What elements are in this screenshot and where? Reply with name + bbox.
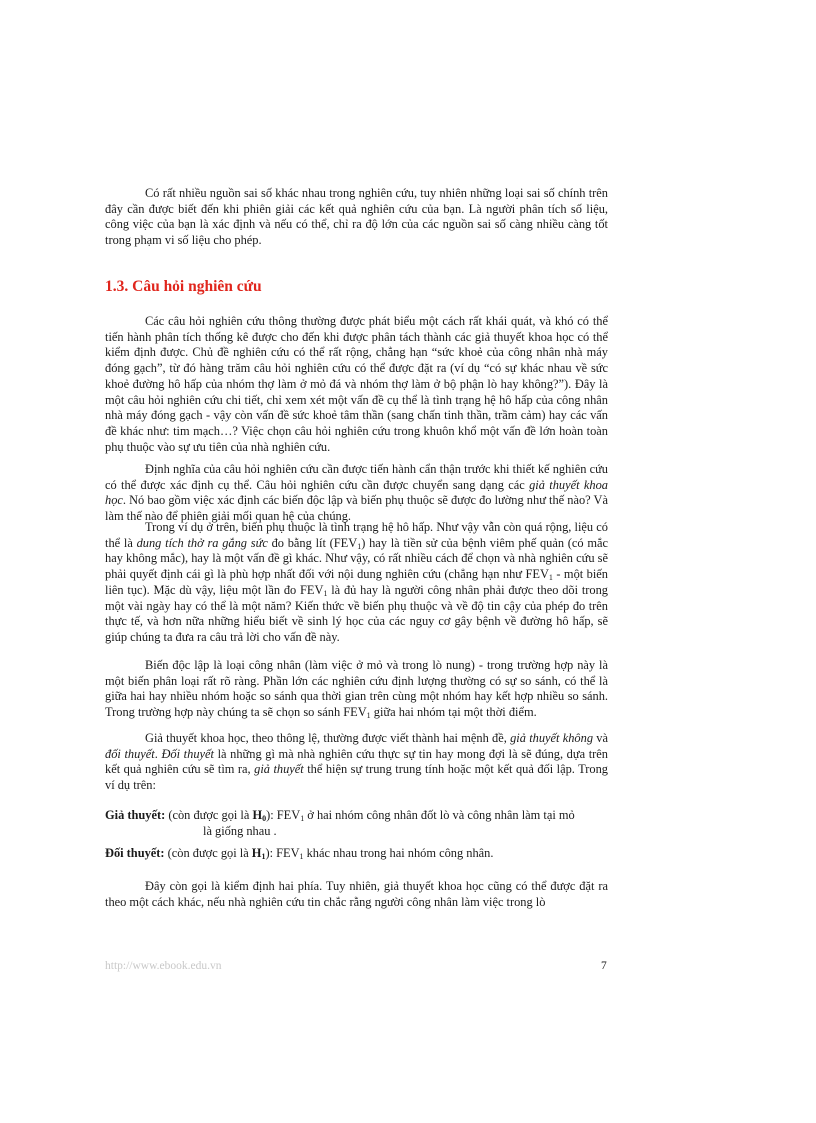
paragraph-hypothesis: Giả thuyết khoa học, theo thông lệ, thường được viết thành hai mệnh đề, giả thuyết không và đối thuyết. Đối thuyết là những gì mà nhà nghiên cứu thực sự tin hay mong đợi là sẽ đúng, dựa trên kết quả nghiên cứu sẽ tìm ra, giả thuyết thể hiện sự trung trung tính hoặc một kết quả đối lập. Trong ví dụ trên:	[105, 731, 608, 793]
paragraph-dependent-variable: Trong ví dụ ở trên, biến phụ thuộc là tình trạng hệ hô hấp. Như vậy vẫn còn quá rộng, liệu có thể là dung tích thở ra gắng sức đo bằng lít $(FEV_1)$ hay là tiền sử của bệnh viêm phế quản (có mắc hay không mắc), hay là một vấn đề gì khác. Như vậy, có rất nhiều cách để chọn và nhà nghiên cứu sẽ phải quyết định cái gì là phù hợp nhất đối với nội dung nghiên cứu (chẳng hạn như $FEV_1$ - một biến liên tục). Mặc dù vậy, liệu một lần đo $FEV_1$ là đủ hay là người công nhân phải được theo dõi trong một vài ngày hay có thể là một năm? Kiến thức về biến phụ thuộc và về độ tin cậy của phép đo trên thực tế, và hơn nữa những hiểu biết về sinh lý học của các nguy cơ gây bệnh về đường hô hấp, sẽ giúp chúng ta đưa ra câu trả lời cho vấn đề này.	[105, 520, 609, 644]
h1-symbol: $H_1$	[251, 846, 266, 861]
footer-url[interactable]: http://www.ebook.edu.vn	[105, 960, 222, 972]
paragraph-research-question-intro: Các câu hỏi nghiên cứu thông thường được phát biểu một cách rất khái quát, và khó có thể tiến hành phân tích thống kê được cho đến khi được phân tách thành các giả thuyết khoa học có thể kiểm định được. Chủ đề nghiên cứu có thể rất rộng, chẳng hạn “sức khoẻ của công nhân nhà máy đóng gạch”, từ đó hàng trăm câu hỏi nghiên cứu có thể được đặt ra (ví dụ “có sự khác nhau về sức khoẻ đường hô hấp của nhóm thợ làm ở mỏ đá và nhóm thợ làm ở bộ phận lò hay không?”). Đây là một câu hỏi nghiên cứu chi tiết, chỉ xem xét một vấn đề cụ thể là tình trạng hệ hô hấp của công nhân nhà máy đóng gạch - vậy còn vấn đề sức khoẻ tâm thần (sang chấn tinh thần, trầm cảm) hay các vấn đề khác như: tim mạch…? Việc chọn câu hỏi nghiên cứu trong khuôn khổ một vấn đề lớn hoàn toàn phụ thuộc vào sự ưu tiên của nhà nghiên cứu.	[105, 314, 608, 454]
paragraph-two-sided-test: Đây còn gọi là kiểm định hai phía. Tuy nhiên, giả thuyết khoa học cũng có thể được đặt ra theo một cách khác, nếu nhà nghiên cứu tin chắc rằng người công nhân làm việc trong lò	[105, 879, 608, 909]
paragraph-error-sources: Có rất nhiều nguồn sai số khác nhau trong nghiên cứu, tuy nhiên những loại sai số chính trên đây cần được biết đến khi phiên giải các kết quả nghiên cứu của bạn. Là người phân tích số liệu, công việc của bạn là xác định và nếu có thể, chỉ ra độ lớn của các nguồn sai số càng nhiều càng tốt trong phạm vi số liệu cho phép.	[105, 186, 608, 248]
paragraph-independent-variable: Biến độc lập là loại công nhân (làm việc ở mỏ và trong lò nung) - trong trường hợp này là một biến phân loại rất rõ ràng. Phần lớn các nghiên cứu định lượng thường có sự so sánh, có thể là giữa hai hay nhiều nhóm hoặc so sánh qua thời gian trên cùng một nhóm hay kết hợp nhiều so sánh. Trong trường hợp này chúng ta sẽ chọn so sánh $FEV_1$ giữa hai nhóm tại một thời điểm.	[105, 658, 608, 721]
h0-symbol: $H_0$	[252, 808, 267, 823]
paragraph-definition: Định nghĩa của câu hỏi nghiên cứu cần được tiến hành cẩn thận trước khi thiết kế nghiên cứu có thể được xác định cụ thể. Câu hỏi nghiên cứu cần được chuyển sang dạng các giả thuyết khoa học. Nó bao gồm việc xác định các biến độc lập và biến phụ thuộc sẽ được đo lường như thế nào? Và làm thế nào để phiên giải mối quan hệ của chúng.	[105, 462, 608, 524]
alternative-hypothesis: Đối thuyết: (còn được gọi là $H_1$): $FEV_1$ khác nhau trong hai nhóm công nhân.	[105, 846, 494, 861]
page-number: 7	[601, 960, 607, 972]
null-hypothesis: Giả thuyết: (còn được gọi là $H_0$): $FEV_1$ ở hai nhóm công nhân đốt lò và công nhân làm tại mỏ là giống nhau .	[105, 808, 575, 838]
section-heading: 1.3. Câu hỏi nghiên cứu	[105, 278, 262, 295]
